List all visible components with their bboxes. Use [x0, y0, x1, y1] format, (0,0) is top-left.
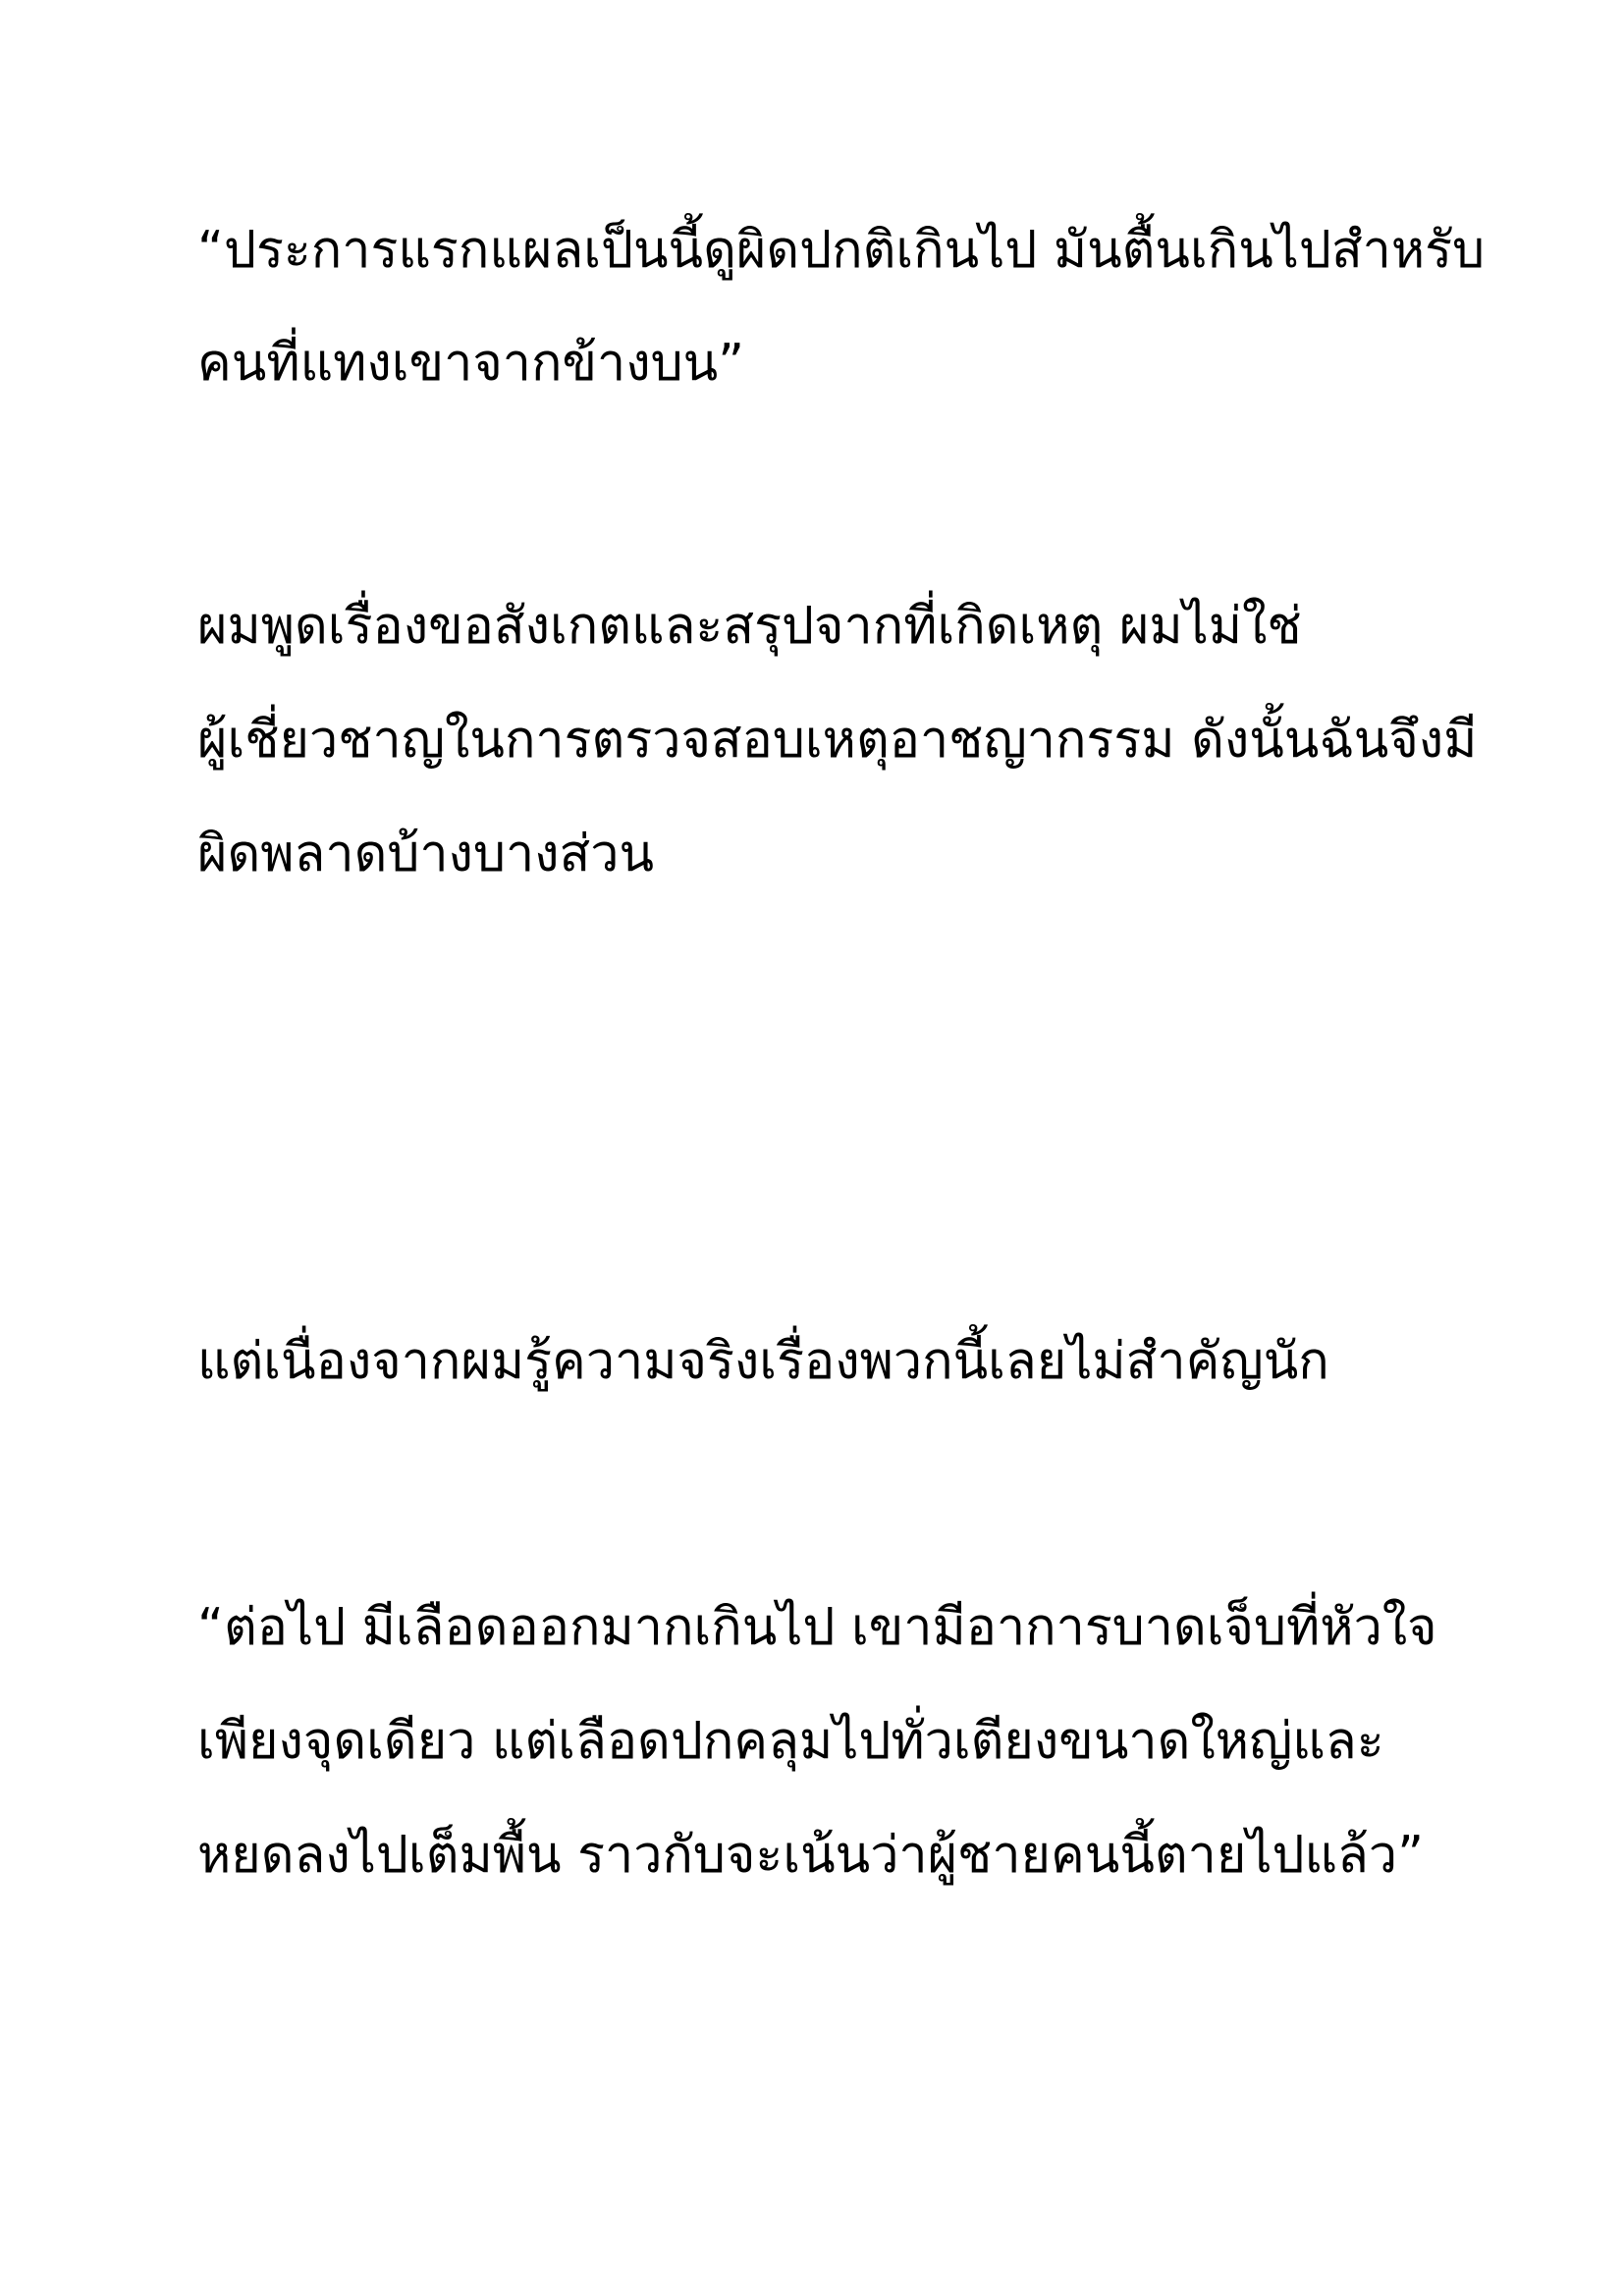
text-line: หยดลงไปเต็มพื้น ราวกับจะเน้นว่าผู้ชายคนนี้ตายไปแล้ว”	[197, 1826, 1425, 1885]
text-line: “ต่อไป มีเลือดออกมากเกินไป เขามีอาการบาดเจ็บที่หัวใจ	[197, 1598, 1437, 1657]
text-line: แต่เนื่องจากผมรู้ความจริงเรื่องพวกนี้เลยไม่สำคัญนัก	[197, 1332, 1329, 1391]
text-line: ผมพูดเรื่องขอสังเกตและสรุปจากที่เกิดเหตุ ผมไม่ใช่	[197, 597, 1302, 656]
text-line: ผิดพลาดบ้างบางส่วน	[197, 825, 655, 883]
text-line: คนที่แทงเขาจากข้างบน”	[197, 334, 745, 393]
text-line: เพียงจุดเดียว แต่เลือดปกคลุมไปทั่วเตียงขนาดใหญ่และ	[197, 1712, 1384, 1771]
text-line: ผู้เชี่ยวชาญในการตรวจสอบเหตุอาชญากรรม ดังนั้นฉันจึงมี	[197, 711, 1478, 770]
text-line: “ประการแรกแผลเป็นนี้ดูผิดปกติเกินไป มันตื้นเกินไปสำหรับ	[197, 221, 1486, 280]
